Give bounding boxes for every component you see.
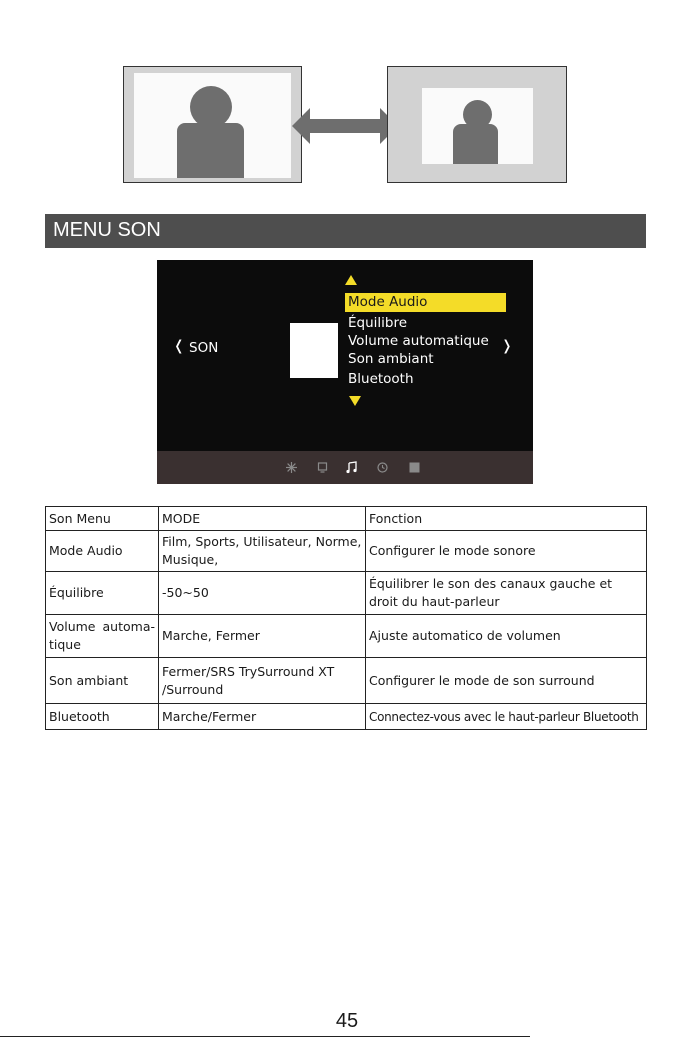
table-cell: Son Menu xyxy=(46,507,159,531)
table-row xyxy=(46,615,647,658)
menu-item-mode-audio[interactable]: Mode Audio xyxy=(348,294,428,310)
sound-settings-table xyxy=(45,506,647,730)
small-picture-frame xyxy=(387,66,567,183)
table-header-row xyxy=(46,507,647,531)
large-picture-frame xyxy=(123,66,302,183)
chevron-right-icon[interactable]: ❭ xyxy=(501,338,513,354)
clock-icon[interactable] xyxy=(377,462,388,473)
menu-bottom-bar xyxy=(157,451,533,484)
table-cell: Équilibrer le son des canaux gauche et droit du haut-parleur xyxy=(366,572,647,615)
lock-square-icon[interactable] xyxy=(409,462,420,473)
section-header xyxy=(45,214,646,248)
table-cell: Son ambiant xyxy=(46,658,159,704)
picture-icon[interactable] xyxy=(286,462,297,473)
menu-item-volume-automatique[interactable]: Volume automatique xyxy=(348,333,489,349)
table-cell: -50~50 xyxy=(159,572,366,615)
table-cell: Fermer/SRS TrySurround XT /Surround xyxy=(159,658,366,704)
table-cell: Marche, Fermer xyxy=(159,615,366,658)
table-cell: Film, Sports, Utilisateur, Norme, Musique, xyxy=(159,531,366,572)
table-cell: Configurer le mode sonore xyxy=(366,531,647,572)
menu-item-bluetooth[interactable]: Bluetooth xyxy=(348,371,414,387)
chevron-left-icon[interactable]: ❬ xyxy=(173,338,185,354)
table-cell: Équilibre xyxy=(46,572,159,615)
table-cell: Ajuste automatico de volumen xyxy=(366,615,647,658)
menu-preview-box xyxy=(290,323,338,378)
table-row xyxy=(46,704,647,730)
section-title: MENU SON xyxy=(53,219,161,241)
table-cell: Mode Audio xyxy=(46,531,159,572)
screen-icon[interactable] xyxy=(317,462,328,473)
table-cell: Fonction xyxy=(366,507,647,531)
music-note-icon[interactable] xyxy=(346,461,357,474)
table-cell: Marche/Fermer xyxy=(159,704,366,730)
table-cell: Configurer le mode de son surround xyxy=(366,658,647,704)
table-cell: Connectez-vous avec le haut-parleur Bluetooth xyxy=(366,704,647,730)
table-cell: Bluetooth xyxy=(46,704,159,730)
menu-item-equilibre[interactable]: Équilibre xyxy=(348,315,408,331)
table-row xyxy=(46,531,647,572)
table-row xyxy=(46,572,647,615)
menu-category-label: SON xyxy=(189,340,219,356)
small-picture-area xyxy=(422,88,533,164)
tv-sound-menu xyxy=(157,260,533,484)
table-cell: Volume automa-tique xyxy=(46,615,159,658)
table-cell: MODE xyxy=(159,507,366,531)
page-number: 45 xyxy=(335,1010,359,1032)
triangle-down-icon[interactable] xyxy=(349,396,361,406)
footer-divider xyxy=(0,1036,530,1037)
double-arrow-icon xyxy=(292,108,398,144)
triangle-up-icon[interactable] xyxy=(345,275,357,285)
menu-item-son-ambiant[interactable]: Son ambiant xyxy=(348,351,434,367)
large-picture-area xyxy=(134,73,291,178)
table-row xyxy=(46,658,647,704)
